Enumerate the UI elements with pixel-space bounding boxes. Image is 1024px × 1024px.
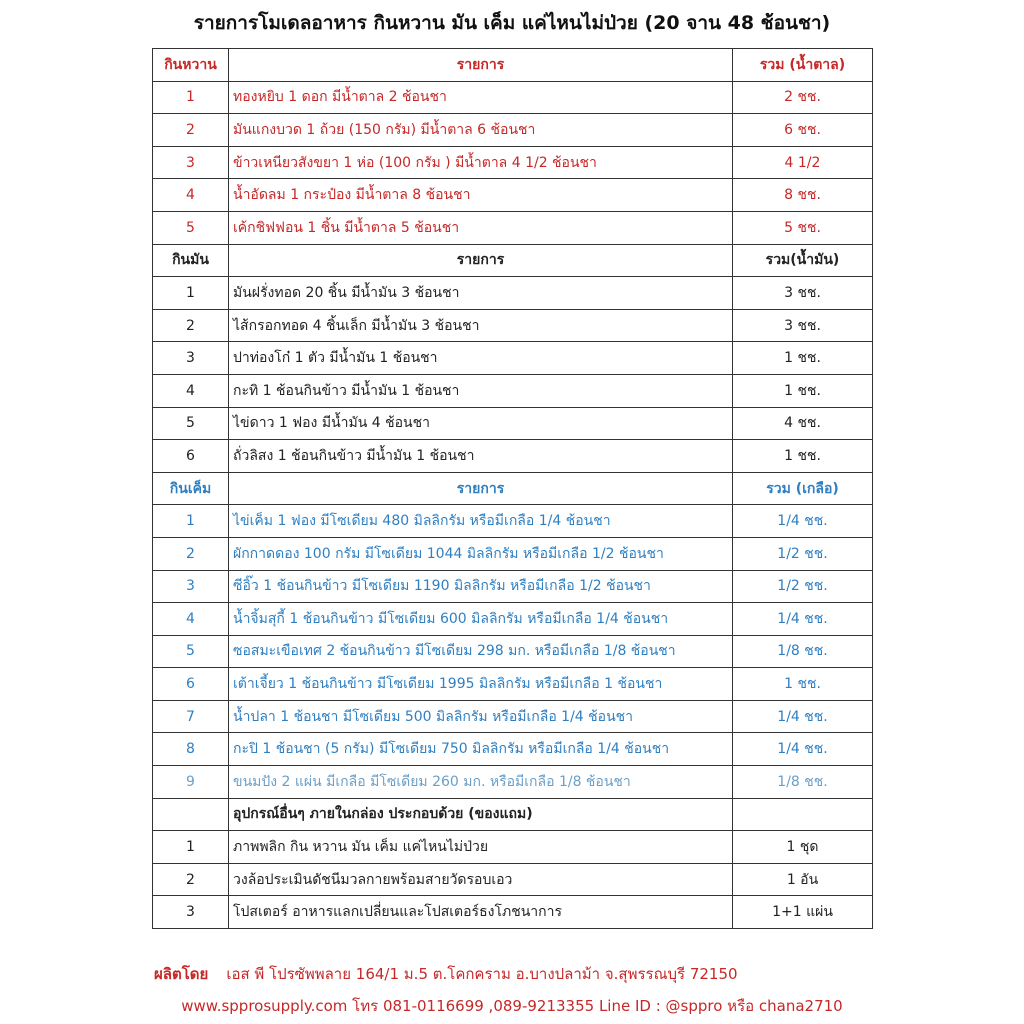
row-total: 3 ชช.: [733, 277, 873, 310]
table-row: [153, 81, 873, 114]
row-total: 1 ชุด: [733, 831, 873, 864]
total-header: รวม (เกลือ): [733, 472, 873, 505]
row-item: ขนมปัง 2 แผ่น มีเกลือ มีโซเดียม 260 มก. หรือมีเกลือ 1/8 ช้อนชา: [229, 766, 733, 799]
total-header: รวม(น้ำมัน): [733, 244, 873, 277]
row-item: กะปิ 1 ช้อนชา (5 กรัม) มีโซเดียม 750 มิลลิกรัม หรือมีเกลือ 1/4 ช้อนชา: [229, 733, 733, 766]
row-number: 1: [153, 81, 229, 114]
row-number: 3: [153, 896, 229, 929]
food-model-table: [152, 48, 873, 929]
row-total: 1/2 ชช.: [733, 537, 873, 570]
row-item: ไข่เค็ม 1 ฟอง มีโซเดียม 480 มิลลิกรัม หรือมีเกลือ 1/4 ช้อนชา: [229, 505, 733, 538]
row-total: 1 ชช.: [733, 668, 873, 701]
row-number: 1: [153, 277, 229, 310]
row-item: เค้กชิฟฟอน 1 ชิ้น มีน้ำตาล 5 ช้อนชา: [229, 211, 733, 244]
row-total: 1/4 ชช.: [733, 603, 873, 636]
row-number: 1: [153, 505, 229, 538]
section-salty: [153, 472, 873, 798]
table-row: [153, 668, 873, 701]
table-row: [153, 863, 873, 896]
row-item: กะทิ 1 ช้อนกินข้าว มีน้ำมัน 1 ช้อนชา: [229, 374, 733, 407]
page-title: รายการโมเดลอาหาร กินหวาน มัน เค็ม แค่ไหนไม่ป่วย (20 จาน 48 ช้อนชา): [193, 12, 831, 34]
table-row: [153, 700, 873, 733]
row-number: 7: [153, 700, 229, 733]
row-total: 1/8 ชช.: [733, 635, 873, 668]
table-row: [153, 896, 873, 929]
table-row: [153, 505, 873, 538]
row-total: 1 ชช.: [733, 440, 873, 473]
row-item: ปาท่องโก๋ 1 ตัว มีน้ำมัน 1 ช้อนชา: [229, 342, 733, 375]
producer-line: [154, 962, 738, 986]
row-number: 2: [153, 309, 229, 342]
row-number: 5: [153, 211, 229, 244]
section-extras: [153, 798, 873, 928]
row-item: ข้าวเหนียวสังขยา 1 ห่อ (100 กรัม ) มีน้ำตาล 4 1/2 ช้อนชา: [229, 146, 733, 179]
row-total: 8 ชช.: [733, 179, 873, 212]
row-total: 1/4 ชช.: [733, 700, 873, 733]
row-item: โปสเตอร์ อาหารแลกเปลี่ยนและโปสเตอร์ธงโภชนาการ: [229, 896, 733, 929]
section-header-salty: [153, 472, 873, 505]
row-item: ผักกาดดอง 100 กรัม มีโซเดียม 1044 มิลลิกรัม หรือมีเกลือ 1/2 ช้อนชา: [229, 537, 733, 570]
category-label: [153, 798, 229, 831]
row-total: 6 ชช.: [733, 114, 873, 147]
row-number: 3: [153, 342, 229, 375]
row-number: 6: [153, 668, 229, 701]
row-item: ไส้กรอกทอด 4 ชิ้นเล็ก มีน้ำมัน 3 ช้อนชา: [229, 309, 733, 342]
category-label: กินหวาน: [153, 49, 229, 82]
row-item: ไข่ดาว 1 ฟอง มีน้ำมัน 4 ช้อนชา: [229, 407, 733, 440]
row-number: 8: [153, 733, 229, 766]
row-total: 3 ชช.: [733, 309, 873, 342]
row-item: วงล้อประเมินดัชนีมวลกายพร้อมสายวัดรอบเอว: [229, 863, 733, 896]
section-header-extras: [153, 798, 873, 831]
item-header: รายการ: [229, 49, 733, 82]
row-item: ภาพพลิก กิน หวาน มัน เค็ม แค่ไหนไม่ป่วย: [229, 831, 733, 864]
row-item: มันฝรั่งทอด 20 ชิ้น มีน้ำมัน 3 ช้อนชา: [229, 277, 733, 310]
row-item: ซอสมะเขือเทศ 2 ช้อนกินข้าว มีโซเดียม 298 มก. หรือมีเกลือ 1/8 ช้อนชา: [229, 635, 733, 668]
table-row: [153, 114, 873, 147]
category-label: กินเค็ม: [153, 472, 229, 505]
table-row: [153, 440, 873, 473]
table-row: [153, 603, 873, 636]
row-total: 5 ชช.: [733, 211, 873, 244]
row-number: 6: [153, 440, 229, 473]
table-row: [153, 179, 873, 212]
row-number: 5: [153, 407, 229, 440]
row-total: 1 ชช.: [733, 374, 873, 407]
row-number: 5: [153, 635, 229, 668]
row-total: 1/4 ชช.: [733, 733, 873, 766]
row-total: 1 ชช.: [733, 342, 873, 375]
row-total: 1+1 แผ่น: [733, 896, 873, 929]
row-number: 3: [153, 146, 229, 179]
row-total: 4 1/2: [733, 146, 873, 179]
row-number: 2: [153, 114, 229, 147]
section-header-sweet: [153, 49, 873, 82]
row-item: มันแกงบวด 1 ถ้วย (150 กรัม) มีน้ำตาล 6 ช้อนชา: [229, 114, 733, 147]
item-header: รายการ: [229, 244, 733, 277]
table-row: [153, 211, 873, 244]
row-total: 1/2 ชช.: [733, 570, 873, 603]
table-row: [153, 635, 873, 668]
table-row: [153, 374, 873, 407]
row-item: ถั่วลิสง 1 ช้อนกินข้าว มีน้ำมัน 1 ช้อนชา: [229, 440, 733, 473]
table-row: [153, 831, 873, 864]
table-row: [153, 146, 873, 179]
table-row: [153, 537, 873, 570]
row-total: 1 อัน: [733, 863, 873, 896]
item-header: อุปกรณ์อื่นๆ ภายในกล่อง ประกอบด้วย (ของแถม): [229, 798, 733, 831]
row-number: 4: [153, 179, 229, 212]
row-total: 1/4 ชช.: [733, 505, 873, 538]
section-sweet: [153, 49, 873, 245]
row-item: เต้าเจี้ยว 1 ช้อนกินข้าว มีโซเดียม 1995 มิลลิกรัม หรือมีเกลือ 1 ช้อนชา: [229, 668, 733, 701]
table-row: [153, 570, 873, 603]
table-row: [153, 309, 873, 342]
table-row: [153, 342, 873, 375]
row-number: 4: [153, 603, 229, 636]
row-number: 4: [153, 374, 229, 407]
total-header: [733, 798, 873, 831]
row-total: 4 ชช.: [733, 407, 873, 440]
item-header: รายการ: [229, 472, 733, 505]
row-item: ซีอิ๊ว 1 ช้อนกินข้าว มีโซเดียม 1190 มิลลิกรัม หรือมีเกลือ 1/2 ช้อนชา: [229, 570, 733, 603]
section-header-fat: [153, 244, 873, 277]
table-row: [153, 277, 873, 310]
row-number: 2: [153, 537, 229, 570]
category-label: กินมัน: [153, 244, 229, 277]
producer-label: ผลิตโดย: [154, 965, 209, 983]
row-item: น้ำปลา 1 ช้อนชา มีโซเดียม 500 มิลลิกรัม หรือมีเกลือ 1/4 ช้อนชา: [229, 700, 733, 733]
row-item: น้ำอัดลม 1 กระป๋อง มีน้ำตาล 8 ช้อนชา: [229, 179, 733, 212]
total-header: รวม (น้ำตาล): [733, 49, 873, 82]
contact-line: www.spprosupply.com โทร 081-0116699 ,089-9213355 Line ID : @sppro หรือ chana2710: [181, 997, 843, 1015]
row-number: 9: [153, 766, 229, 799]
row-total: 1/8 ชช.: [733, 766, 873, 799]
row-number: 1: [153, 831, 229, 864]
section-fat: [153, 244, 873, 472]
row-item: น้ำจิ้มสุกี้ 1 ช้อนกินข้าว มีโซเดียม 600 มิลลิกรัม หรือมีเกลือ 1/4 ช้อนชา: [229, 603, 733, 636]
table-row: [153, 407, 873, 440]
row-number: 3: [153, 570, 229, 603]
producer-address: เอส พี โปรซัพพลาย 164/1 ม.5 ต.โคกคราม อ.บางปลาม้า จ.สุพรรณบุรี 72150: [226, 965, 738, 983]
row-total: 2 ชช.: [733, 81, 873, 114]
row-number: 2: [153, 863, 229, 896]
row-item: ทองหยิบ 1 ดอก มีน้ำตาล 2 ช้อนชา: [229, 81, 733, 114]
table-row: [153, 733, 873, 766]
table-row: [153, 766, 873, 799]
